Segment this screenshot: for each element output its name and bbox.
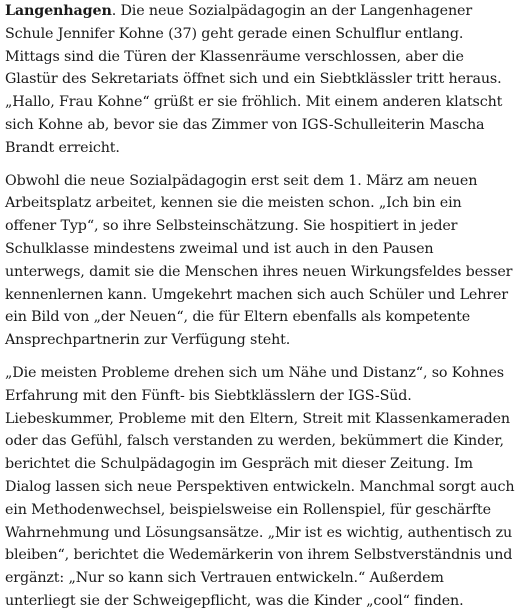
article-body: [5, 0, 517, 613]
paragraph-1-text: . Die neue Sozialpädagogin an der Langenhagener Schule Jennifer Kohne (37) geht gerade einen Schulflur entlang. Mittags sind die Türen der Klassenräume verschlossen, aber die Glastür des Sekretariats öffnet sich und ein Siebtklässler tritt heraus. „Hallo, Frau Kohne“ grüßt er sie fröhlich. Mit einem anderen klatscht sich Kohne ab, bevor sie das Zimmer von IGS-Schulleiterin Mascha Brandt erreicht.: [5, 3, 503, 156]
dateline: Langenhagen: [5, 3, 112, 19]
article-paragraph-3: „Die meisten Probleme drehen sich um Nähe und Distanz“, so Kohnes Erfahrung mit den Fünft- bis Siebtklässlern der IGS-Süd. Liebeskummer, Probleme mit den Eltern, Streit mit Klassenkameraden oder das Gefühl, falsch verstanden zu werden, bekümmert die Kinder, berichtet die Schulpädagogin im Gespräch mit dieser Zeitung. Im Dialog lassen sich neue Perspektiven entwickeln. Manchmal sorgt auch ein Methodenwechsel, beispielsweise ein Rollenspiel, für geschärfte Wahrnehmung und Lösungsansätze. „Mir ist es wichtig, authentisch zu bleiben“, berichtet die Wedemärkerin von ihrem Selbstverständnis und ergänzt: „Nur so kann sich Vertrauen entwickeln.“ Außerdem unterliegt sie der Schweigepflicht, was die Kinder „cool“ finden.: [5, 364, 515, 609]
article-paragraph-1: [5, 0, 517, 160]
article-paragraph-2: Obwohl die neue Sozialpädagogin erst seit dem 1. März am neuen Arbeitsplatz arbeitet, kennen sie die meisten schon. „Ich bin ein offener Typ“, so ihre Selbsteinschätzung. Sie hospitiert in jeder Schulklasse mindestens zweimal und ist auch in den Pausen unterwegs, damit sie die Menschen ihres neuen Wirkungsfeldes besser kennenlernen kann. Umgekehrt machen sich auch Schüler und Lehrer ein Bild von „der Neuen“, die für Eltern ebenfalls als kompetente Ansprechpartnerin zur Verfügung steht.: [5, 172, 513, 349]
